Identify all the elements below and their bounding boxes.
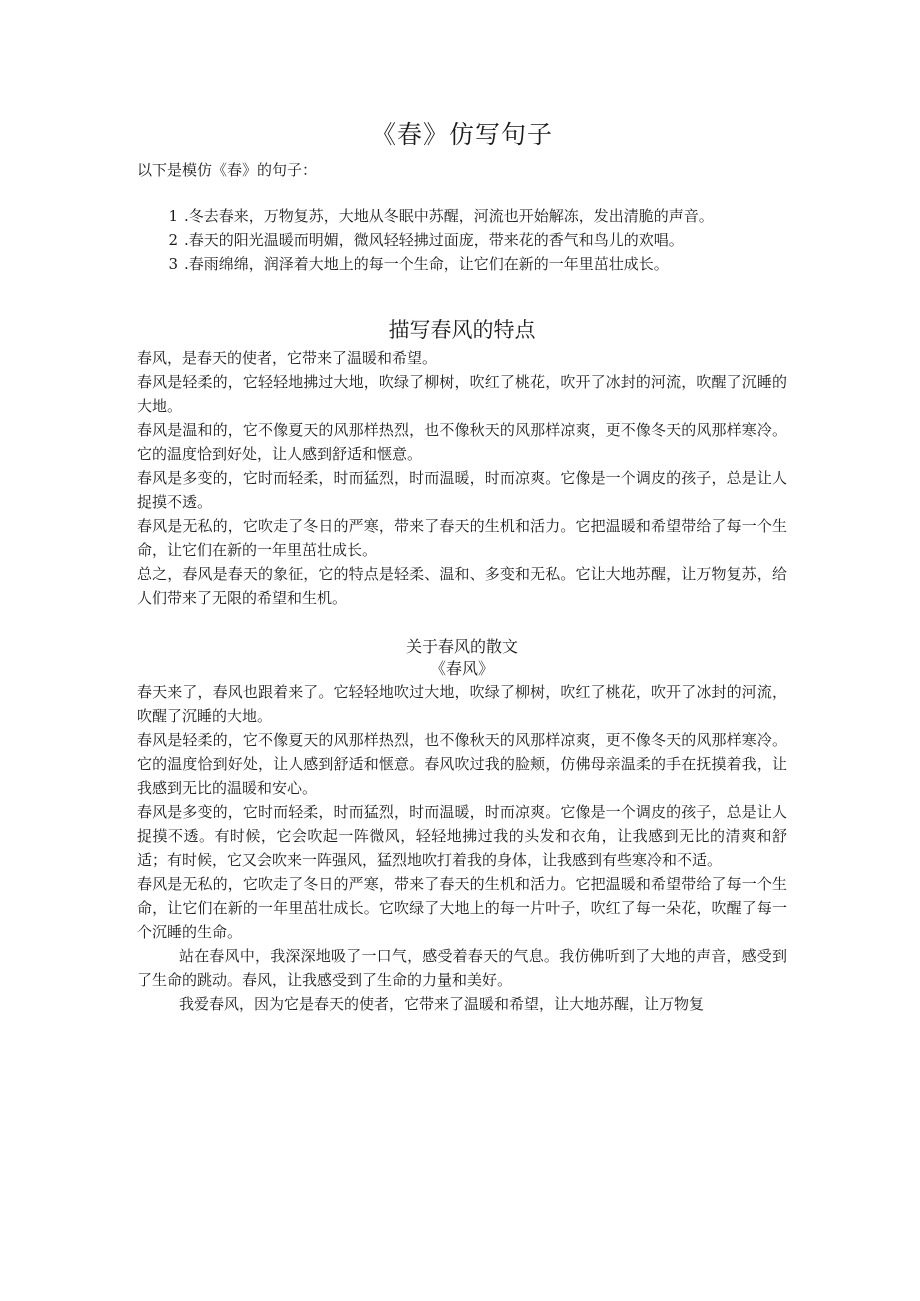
paragraph: 总之，春风是春天的象征，它的特点是轻柔、温和、多变和无私。它让大地苏醒，让万物复苏，给人们带来了无限的希望和生机。 — [137, 565, 787, 607]
list-item — [137, 228, 787, 252]
paragraph: 春风是轻柔的，它轻轻地拂过大地，吹绿了柳树，吹红了桃花，吹开了冰封的河流，吹醒了沉睡的大地。 — [137, 373, 787, 415]
document-title: 《春》仿写句子 — [370, 120, 553, 149]
list-text: .春天的阳光温暖而明媚，微风轻轻拂过面庞，带来花的香气和鸟儿的欢唱。 — [184, 231, 684, 249]
paragraph: 春天来了，春风也跟着来了。它轻轻地吹过大地，吹绿了柳树，吹红了桃花，吹开了冰封的河流，吹醒了沉睡的大地。 — [137, 683, 787, 725]
paragraph: 春风是多变的，它时而轻柔，时而猛烈，时而温暖，时而凉爽。它像是一个调皮的孩子，总是让人捉摸不透。 — [137, 469, 787, 511]
closing-paragraph: 我爱春风，因为它是春天的使者，它带来了温暖和希望，让大地苏醒，让万物复 — [179, 995, 705, 1013]
list-text: .冬去春来，万物复苏，大地从冬眠中苏醒，河流也开始解冻，发出清脆的声音。 — [184, 207, 714, 225]
section-heading-essay: 关于春风的散文 — [405, 637, 518, 656]
imitation-sentence-list — [137, 204, 787, 276]
list-text: .春雨绵绵，润泽着大地上的每一个生命，让它们在新的一年里茁壮成长。 — [184, 255, 669, 273]
paragraph: 春风是轻柔的，它不像夏天的风那样热烈，也不像秋天的风那样凉爽，更不像冬天的风那样寒冷。它的温度恰到好处，让人感到舒适和惬意。春风吹过我的脸颊，仿佛母亲温柔的手在抚摸着我，让我感到无比的温暖和安心。 — [137, 731, 787, 797]
list-item — [137, 252, 787, 276]
indented-paragraph: 站在春风中，我深深地吸了一口气，感受着春天的气息。我仿佛听到了大地的声音，感受到了生命的跳动。春风，让我感受到了生命的力量和美好。 — [137, 947, 787, 989]
intro-line: 以下是模仿《春》的句子： — [137, 161, 318, 179]
document-body — [137, 118, 787, 1016]
paragraph: 春风是无私的，它吹走了冬日的严寒，带来了春天的生机和活力。它把温暖和希望带给了每一个生命，让它们在新的一年里茁壮成长。 — [137, 517, 787, 559]
essay-title: 《春风》 — [429, 659, 494, 678]
paragraph: 春风是无私的，它吹走了冬日的严寒，带来了春天的生机和活力。它把温暖和希望带给了每一个生命，让它们在新的一年里茁壮成长。它吹绿了大地上的每一片叶子，吹红了每一朵花，吹醒了每一个沉睡的生命。 — [137, 875, 787, 941]
paragraph: 春风是多变的，它时而轻柔，时而猛烈，时而温暖，时而凉爽。它像是一个调皮的孩子，总是让人捉摸不透。有时候，它会吹起一阵微风，轻轻地拂过我的头发和衣角，让我感到无比的清爽和舒适；有时候，它又会吹来一阵强风，猛烈地吹打着我的身体，让我感到有些寒冷和不适。 — [137, 803, 787, 869]
section-heading-spring-wind-features: 描写春风的特点 — [388, 318, 536, 342]
paragraph: 春风，是春天的使者，它带来了温暖和希望。 — [137, 349, 438, 367]
list-number: 1 — [168, 207, 178, 225]
paragraph: 春风是温和的，它不像夏天的风那样热烈，也不像秋天的风那样凉爽，更不像冬天的风那样寒冷。它的温度恰到好处，让人感到舒适和惬意。 — [137, 421, 787, 463]
list-number: 2 — [168, 231, 178, 249]
list-item — [137, 204, 787, 228]
list-number: 3 — [168, 255, 178, 273]
